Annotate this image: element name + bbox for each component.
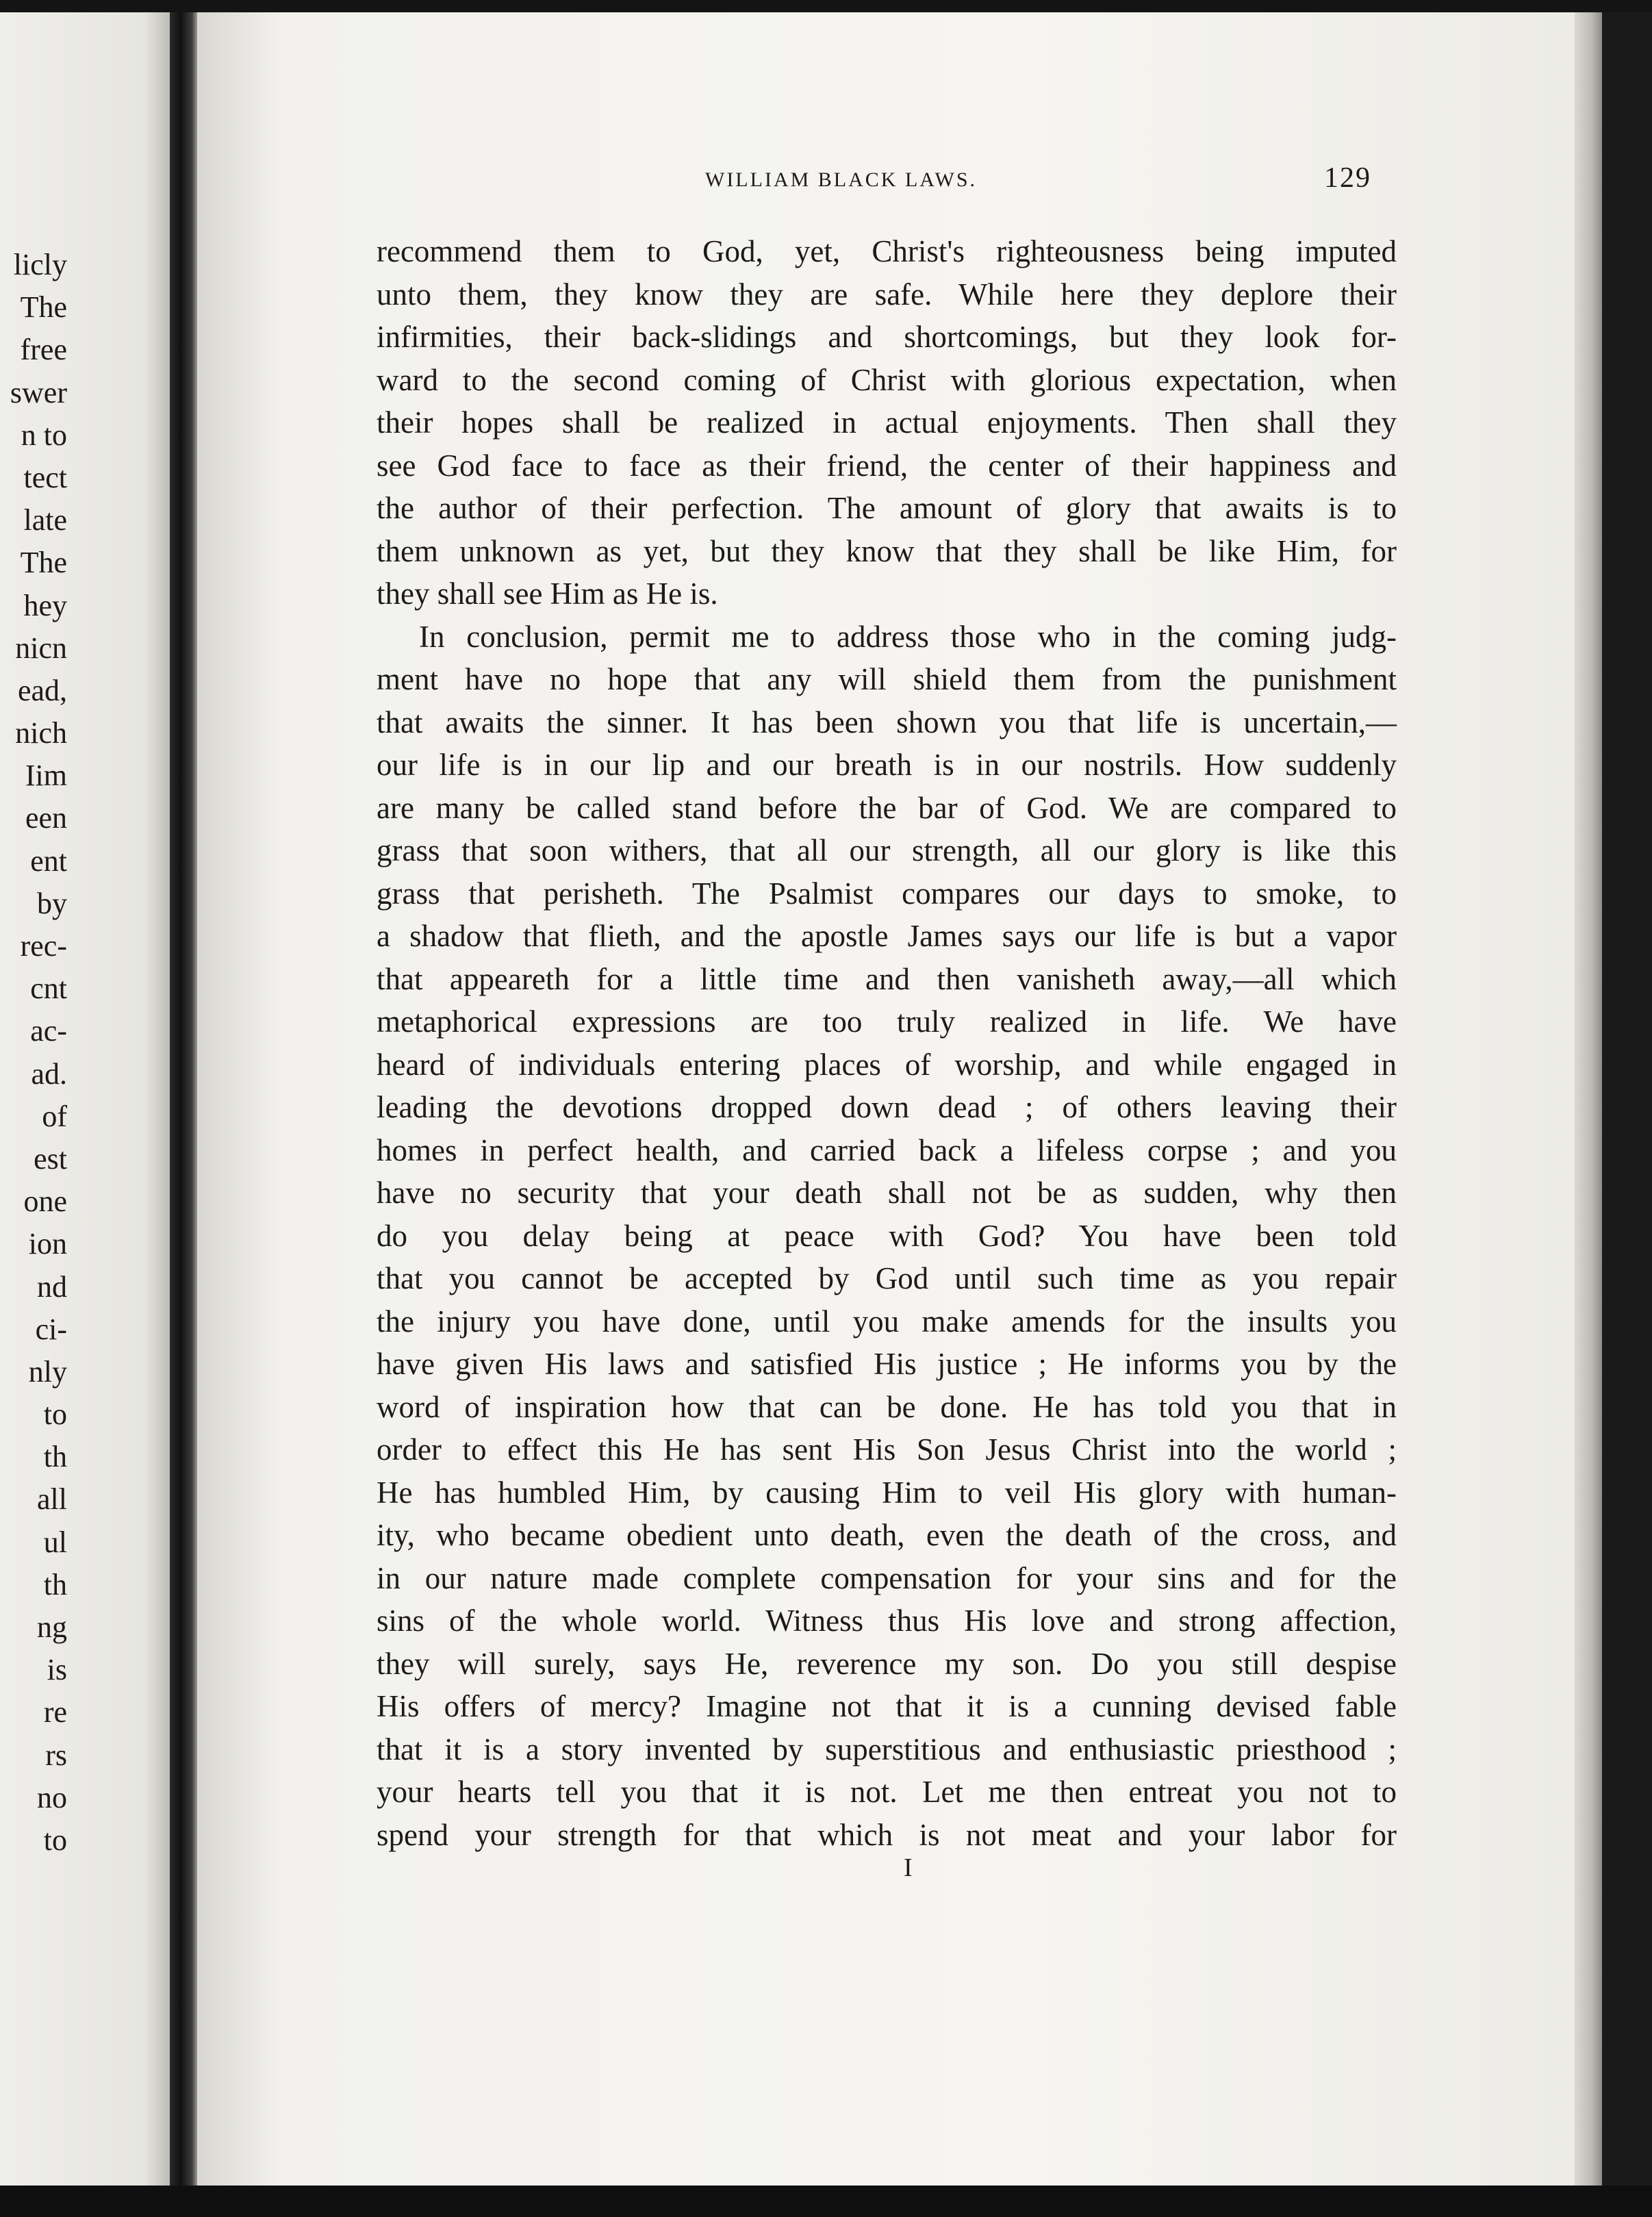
scan-border-right: [1602, 0, 1652, 2217]
facing-page-line: ead,: [17, 673, 67, 707]
facing-page-line: cnt: [30, 972, 67, 1006]
page-number: 129: [1324, 162, 1371, 194]
text-line: they will surely, says He, reverence my son. Do you still despise: [377, 1646, 1397, 1681]
text-line: are many be called stand before the bar of God. We are compared to: [377, 790, 1397, 825]
text-line: our life is in our lip and our breath is in our nostrils. How suddenly: [377, 748, 1397, 782]
text-line: have no security that your death shall not be as sudden, why then: [377, 1176, 1397, 1210]
facing-page-line: tect: [23, 460, 67, 494]
facing-page-line: nicn: [15, 631, 67, 665]
text-line: His offers of mercy? Imagine not that it is a cunning devised fable: [377, 1689, 1397, 1723]
facing-page-line: ion: [28, 1227, 67, 1261]
text-line: your hearts tell you that it is not. Let me then entreat you not to: [377, 1775, 1397, 1809]
text-line: sins of the whole world. Witness thus His love and strong affection,: [377, 1604, 1397, 1638]
facing-page-line: late: [23, 503, 67, 537]
text-line: metaphorical expressions are too truly realized in life. We have: [377, 1004, 1397, 1039]
facing-page-line: no: [37, 1780, 67, 1814]
facing-page-line: to: [43, 1397, 67, 1432]
text-line: the author of their perfection. The amount of glory that awaits is to: [377, 491, 1397, 525]
book-spine: [170, 0, 197, 2186]
text-line: leading the devotions dropped down dead ; of others leaving their: [377, 1090, 1397, 1124]
facing-page-line: The: [20, 546, 67, 580]
facing-page-line: rec-: [20, 929, 67, 963]
text-line: that awaits the sinner. It has been shown you that life is uncertain,—: [377, 705, 1397, 739]
scan-border-bottom: [0, 2186, 1652, 2217]
facing-page-line: th: [43, 1567, 67, 1601]
facing-page-line: th: [43, 1440, 67, 1474]
text-line: grass that soon withers, that all our strength, all our glory is like this: [377, 833, 1397, 867]
facing-page-line: Iim: [25, 759, 67, 793]
text-line: that appeareth for a little time and then vanisheth away,—all which: [377, 961, 1397, 996]
facing-page-line: all: [37, 1482, 67, 1517]
facing-page-line: ac-: [30, 1014, 67, 1048]
facing-page-line: re: [43, 1695, 67, 1730]
text-line: order to effect this He has sent His Son Jesus Christ into the world ;: [377, 1432, 1397, 1467]
text-line: ward to the second coming of Christ with glorious expectation, when: [377, 362, 1397, 397]
text-line: a shadow that flieth, and the apostle James says our life is but a vapor: [377, 919, 1397, 953]
text-line: He has humbled Him, by causing Him to veil His glory with human-: [377, 1475, 1397, 1510]
text-line: do you delay being at peace with God? You have been told: [377, 1218, 1397, 1253]
text-line: ment have no hope that any will shield them from the punishment: [377, 662, 1397, 696]
text-line: have given His laws and satisfied His justice ; He informs you by the: [377, 1347, 1397, 1381]
facing-page-line: est: [34, 1141, 67, 1176]
facing-page-fragment: [0, 12, 170, 2186]
facing-page-line: ent: [30, 844, 67, 878]
text-line: In conclusion, permit me to address those who in the coming judg-: [419, 619, 1397, 654]
scan-border-top: [0, 0, 1652, 12]
text-line: ity, who became obedient unto death, even the death of the cross, and: [377, 1518, 1397, 1552]
facing-page-line: one: [23, 1184, 67, 1219]
facing-page-line: free: [20, 333, 67, 367]
text-line: heard of individuals entering places of worship, and while engaged in: [377, 1047, 1397, 1082]
facing-page-line: nich: [15, 716, 67, 750]
facing-page-line: nd: [37, 1269, 67, 1304]
facing-page-line: nly: [28, 1354, 67, 1389]
facing-page-line: n to: [21, 418, 67, 452]
text-line: they shall see Him as He is.: [377, 577, 718, 611]
text-line: in our nature made complete compensation for your sins and for the: [377, 1560, 1397, 1595]
text-line: that it is a story invented by superstitious and enthusiastic priesthood ;: [377, 1732, 1397, 1766]
text-line: the injury you have done, until you make amends for the insults you: [377, 1304, 1397, 1339]
text-line: spend your strength for that which is not meat and your labor for: [377, 1817, 1397, 1852]
facing-page-line: ci-: [35, 1312, 67, 1346]
facing-page-line-fragments: [0, 244, 170, 1862]
facing-page-line: The: [20, 290, 67, 325]
facing-page-line: to: [43, 1823, 67, 1857]
text-line: grass that perisheth. The Psalmist compares our days to smoke, to: [377, 876, 1397, 911]
facing-page-line: licly: [13, 248, 67, 281]
running-head: WILLIAM BLACK LAWS.: [705, 168, 978, 191]
body-text: [377, 230, 1397, 1856]
facing-page-line: ad.: [31, 1056, 67, 1091]
signature-mark: I: [904, 1853, 913, 1882]
facing-page-line: een: [25, 801, 67, 835]
facing-page-line: rs: [45, 1738, 67, 1772]
facing-page-line: hey: [23, 588, 67, 622]
facing-page-line: of: [42, 1099, 67, 1133]
facing-page-line: ul: [43, 1525, 67, 1559]
facing-page-line: by: [37, 886, 67, 920]
text-line: them unknown as yet, but they know that they shall be like Him, for: [377, 533, 1397, 568]
text-line: see God face to face as their friend, the center of their happiness and: [377, 448, 1397, 483]
facing-page-line: ng: [37, 1610, 67, 1644]
text-line: infirmities, their back-slidings and shortcomings, but they look for-: [377, 320, 1397, 354]
text-line: homes in perfect health, and carried back a lifeless corpse ; and you: [377, 1132, 1397, 1167]
text-line: unto them, they know they are safe. While here they deplore their: [377, 277, 1397, 312]
facing-page-line: is: [47, 1653, 67, 1687]
text-line: word of inspiration how that can be done. He has told you that in: [377, 1389, 1397, 1424]
facing-page-line: swer: [10, 375, 67, 409]
text-line: that you cannot be accepted by God until such time as you repair: [377, 1261, 1397, 1295]
text-line: their hopes shall be realized in actual enjoyments. Then shall they: [377, 405, 1397, 440]
page-edge: [1575, 0, 1602, 2186]
text-line: recommend them to God, yet, Christ's righteousness being imputed: [377, 234, 1397, 268]
